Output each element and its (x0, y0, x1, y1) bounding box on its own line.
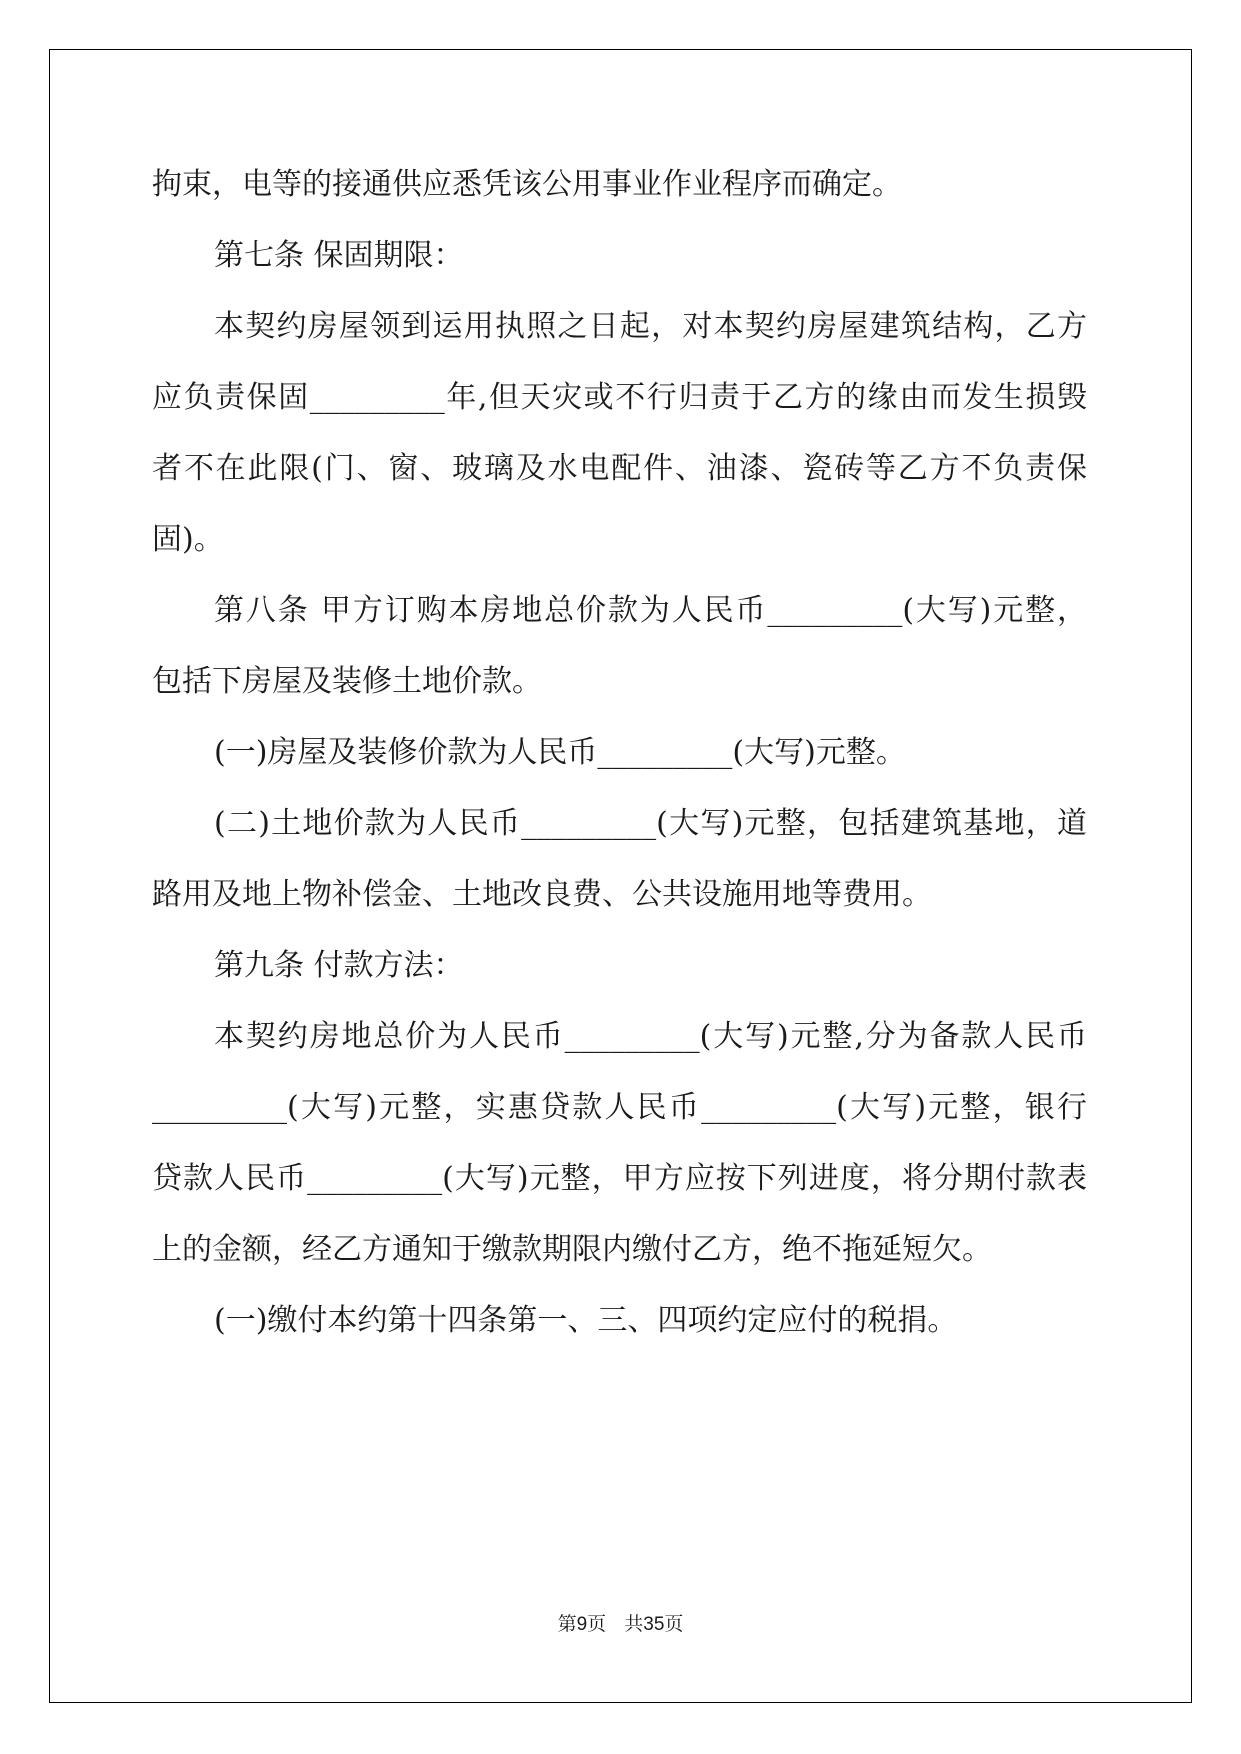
footer-page-prefix: 第 (557, 1613, 577, 1635)
text-line: 固)。 (152, 522, 224, 557)
list-item: (二)土地价款为人民币_________(大写)元整，包括建筑基地，道 (214, 806, 1087, 841)
text-line: 应负责保固_________年,但天灾或不行归责于乙方的缘由而发生损毁 (152, 380, 1087, 415)
footer-total-pages: 35 (643, 1614, 665, 1635)
section-heading: 第八条 甲方订购本房地总价款为人民币_________(大写)元整， (214, 593, 1087, 628)
list-item: (一)房屋及装修价款为人民币_________(大写)元整。 (214, 735, 906, 770)
text-line: _________(大写)元整，实惠贷款人民币_________(大写)元整，银行 (152, 1090, 1087, 1125)
footer-page-number: 9 (576, 1614, 588, 1635)
text-line: 包括下房屋及装修土地价款。 (152, 664, 542, 699)
page-footer (0, 1612, 1241, 1637)
text-line: 拘束，电等的接通供应悉凭该公用事业作业程序而确定。 (152, 167, 902, 202)
section-heading: 第七条 保固期限： (214, 238, 464, 273)
text-line: 上的金额，经乙方通知于缴款期限内缴付乙方，绝不拖延短欠。 (152, 1232, 992, 1267)
list-item: (一)缴付本约第十四条第一、三、四项约定应付的税捐。 (214, 1303, 958, 1338)
text-line: 者不在此限(门、窗、玻璃及水电配件、油漆、瓷砖等乙方不负责保 (152, 451, 1087, 486)
footer-page-mid: 页 共 (587, 1613, 644, 1635)
section-heading: 第九条 付款方法： (214, 948, 464, 983)
text-line: 本契约房屋领到运用执照之日起，对本契约房屋建筑结构，乙方 (214, 309, 1087, 344)
text-line: 路用及地上物补偿金、土地改良费、公共设施用地等费用。 (152, 877, 932, 912)
text-line: 贷款人民币_________(大写)元整，甲方应按下列进度，将分期付款表 (152, 1161, 1087, 1196)
footer-page-suffix: 页 (664, 1613, 684, 1635)
text-line: 本契约房地总价为人民币_________(大写)元整,分为备款人民币 (214, 1019, 1087, 1054)
